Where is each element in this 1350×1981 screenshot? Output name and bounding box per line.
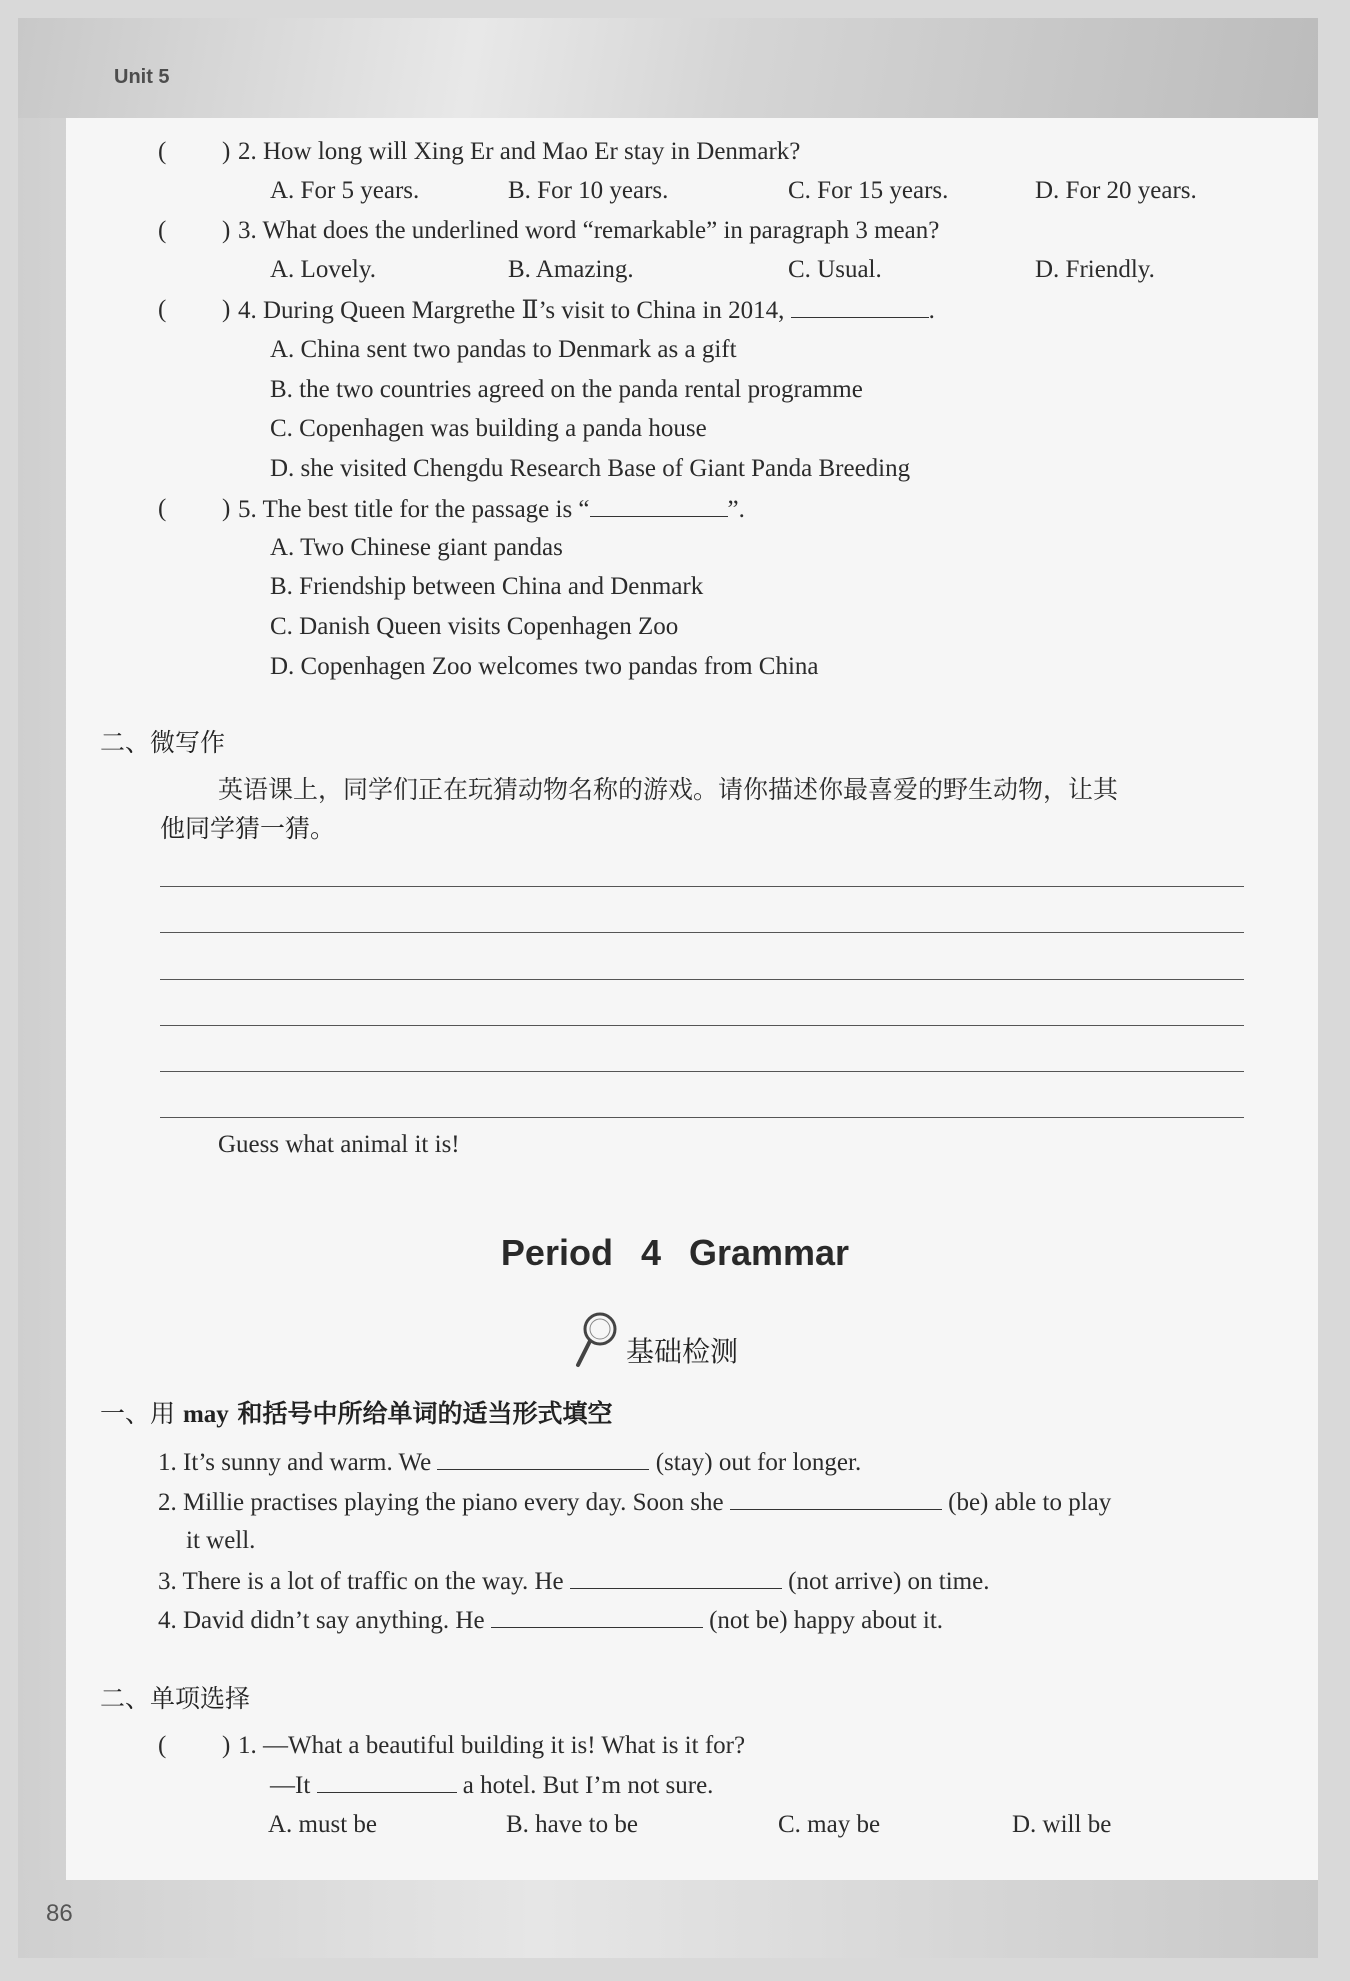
fill-in-heading-keyword: may xyxy=(182,1401,229,1428)
question-stem: 2. How long will Xing Er and Mao Er stay in Denmark? xyxy=(238,138,801,165)
question-stem-end: ”. xyxy=(727,496,745,523)
answer-paren-open: ( xyxy=(158,1732,167,1759)
option-b: B. Amazing. xyxy=(508,256,634,283)
answer-paren-close: ) xyxy=(222,138,231,165)
writing-line[interactable] xyxy=(160,932,1244,933)
unit-label: Unit 5 xyxy=(114,66,170,88)
writing-line[interactable] xyxy=(160,1117,1244,1118)
writing-line[interactable] xyxy=(160,886,1244,887)
magnifier-icon xyxy=(572,1309,620,1376)
option-b: B. have to be xyxy=(506,1811,638,1838)
fill-in-item xyxy=(158,1447,861,1478)
writing-heading: 二、微写作 xyxy=(100,728,226,757)
fill-in-item xyxy=(158,1605,943,1636)
option-c: C. Danish Queen visits Copenhagen Zoo xyxy=(270,613,679,640)
fill-in-text: 2. Millie practises playing the piano every day. Soon she xyxy=(158,1489,730,1516)
question-stem: 3. What does the underlined word “remarkable” in paragraph 3 mean? xyxy=(238,217,940,244)
answer-blank[interactable] xyxy=(570,1566,782,1589)
choice-question-line1: 1. —What a beautiful building it is! What is it for? xyxy=(238,1732,746,1759)
page-number: 86 xyxy=(46,1900,73,1927)
answer-blank[interactable] xyxy=(590,494,728,517)
fill-in-text: (not be) happy about it. xyxy=(702,1607,944,1634)
writing-prompt-line2: 他同学猜一猜。 xyxy=(160,814,336,843)
answer-blank[interactable] xyxy=(437,1447,649,1470)
answer-blank[interactable] xyxy=(730,1487,942,1510)
option-b: B. the two countries agreed on the panda rental programme xyxy=(270,376,863,403)
answer-paren-open: ( xyxy=(158,138,167,165)
fill-in-heading xyxy=(100,1399,613,1430)
answer-paren-close: ) xyxy=(222,296,231,323)
option-c: C. Copenhagen was building a panda house xyxy=(270,415,707,442)
fill-in-item xyxy=(158,1566,989,1597)
option-d: D. Friendly. xyxy=(1035,256,1155,283)
fill-in-text: (be) able to play xyxy=(941,1489,1112,1516)
question-stem xyxy=(238,494,745,525)
answer-paren-close: ) xyxy=(222,1732,231,1759)
fill-in-continuation: it well. xyxy=(186,1527,256,1554)
option-d: D. For 20 years. xyxy=(1035,177,1197,204)
option-c: C. Usual. xyxy=(788,256,882,283)
answer-paren-close: ) xyxy=(222,495,231,522)
option-a: A. Lovely. xyxy=(270,256,376,283)
writing-line[interactable] xyxy=(160,1025,1244,1026)
answer-paren-open: ( xyxy=(158,495,167,522)
fill-in-heading-suffix: 和括号中所给单词的适当形式填空 xyxy=(228,1399,613,1428)
answer-paren-close: ) xyxy=(222,217,231,244)
fill-in-item xyxy=(158,1487,1111,1518)
answer-blank[interactable] xyxy=(791,295,929,318)
question-stem-end: . xyxy=(928,297,935,324)
option-d: D. she visited Chengdu Research Base of Giant Panda Breeding xyxy=(270,455,911,482)
choice-heading: 二、单项选择 xyxy=(100,1684,251,1713)
option-a: A. For 5 years. xyxy=(270,177,420,204)
option-d: D. Copenhagen Zoo welcomes two pandas from China xyxy=(270,653,819,680)
basic-check-heading xyxy=(572,1312,738,1372)
basic-check-label: 基础检测 xyxy=(626,1335,739,1368)
fill-in-text: (not arrive) on time. xyxy=(781,1568,990,1595)
fill-in-text: 1. It’s sunny and warm. We xyxy=(158,1449,438,1476)
question-stem-text: 4. During Queen Margrethe Ⅱ’s visit to China in 2014, xyxy=(238,297,791,324)
header-band xyxy=(18,18,1318,118)
option-a: A. Two Chinese giant pandas xyxy=(270,534,563,561)
writing-prompt-line1: 英语课上，同学们正在玩猜动物名称的游戏。请你描述你最喜爱的野生动物，让其 xyxy=(218,775,1119,804)
answer-blank[interactable] xyxy=(317,1770,457,1793)
option-d: D. will be xyxy=(1012,1811,1112,1838)
answer-paren-open: ( xyxy=(158,217,167,244)
fill-in-heading-prefix: 一、用 xyxy=(100,1399,183,1428)
option-c: C. For 15 years. xyxy=(788,177,949,204)
choice-text: —It xyxy=(270,1772,317,1799)
choice-question-line2 xyxy=(270,1770,713,1801)
writing-line[interactable] xyxy=(160,1071,1244,1072)
option-b: B. Friendship between China and Denmark xyxy=(270,573,704,600)
option-c: C. may be xyxy=(778,1811,881,1838)
period-title: Period 4 Grammar xyxy=(500,1232,850,1273)
answer-paren-open: ( xyxy=(158,296,167,323)
answer-blank[interactable] xyxy=(491,1605,703,1628)
fill-in-text: 3. There is a lot of traffic on the way. He xyxy=(158,1568,570,1595)
writing-prompt xyxy=(160,771,1240,809)
choice-text: a hotel. But I’m not sure. xyxy=(456,1772,714,1799)
footer-band xyxy=(18,1880,1318,1958)
question-stem-text: 5. The best title for the passage is “ xyxy=(238,496,590,523)
question-stem xyxy=(238,295,935,326)
option-a: A. must be xyxy=(268,1811,378,1838)
writing-line[interactable] xyxy=(160,979,1244,980)
fill-in-text: (stay) out for longer. xyxy=(649,1449,862,1476)
writing-closing: Guess what animal it is! xyxy=(218,1131,460,1158)
fill-in-text: 4. David didn’t say anything. He xyxy=(158,1607,491,1634)
option-a: A. China sent two pandas to Denmark as a gift xyxy=(270,336,737,363)
option-b: B. For 10 years. xyxy=(508,177,669,204)
